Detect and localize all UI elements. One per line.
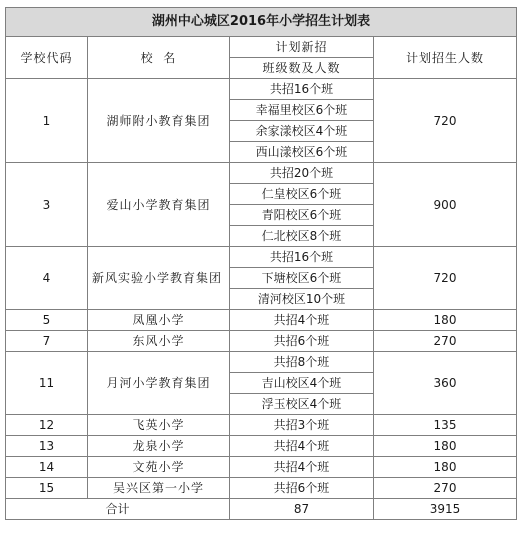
header-code: 学校代码: [6, 37, 88, 79]
total-label: 合计: [6, 499, 230, 520]
school-name: 新风实验小学教育集团: [88, 247, 230, 310]
header-plan-bottom: 班级数及人数: [230, 58, 374, 79]
table-row: [6, 310, 517, 331]
campus-classes: 余家漾校区4个班: [230, 121, 374, 142]
class-total: 共招16个班: [230, 79, 374, 100]
table-title: 湖州中心城区2016年小学招生计划表: [6, 8, 517, 37]
school-code: 3: [6, 163, 88, 247]
total-row: [6, 499, 517, 520]
school-code: 12: [6, 415, 88, 436]
table-row: [6, 331, 517, 352]
enroll-count: 720: [374, 79, 517, 163]
enroll-count: 360: [374, 352, 517, 415]
class-total: 共招4个班: [230, 310, 374, 331]
campus-classes: 浮玉校区4个班: [230, 394, 374, 415]
school-name: 爱山小学教育集团: [88, 163, 230, 247]
campus-classes: 仁皇校区6个班: [230, 184, 374, 205]
campus-classes: 青阳校区6个班: [230, 205, 374, 226]
school-code: 14: [6, 457, 88, 478]
total-count: 3915: [374, 499, 517, 520]
table-row: [6, 415, 517, 436]
class-total: 共招16个班: [230, 247, 374, 268]
total-classes: 87: [230, 499, 374, 520]
school-code: 15: [6, 478, 88, 499]
class-total: 共招6个班: [230, 331, 374, 352]
enroll-count: 135: [374, 415, 517, 436]
school-name: 文苑小学: [88, 457, 230, 478]
table-row: [6, 436, 517, 457]
class-total: 共招4个班: [230, 436, 374, 457]
title-row: [6, 8, 517, 37]
school-code: 1: [6, 79, 88, 163]
campus-classes: 下塘校区6个班: [230, 268, 374, 289]
enrollment-table-container: [5, 7, 516, 520]
school-name: 月河小学教育集团: [88, 352, 230, 415]
enroll-count: 180: [374, 457, 517, 478]
enroll-count: 720: [374, 247, 517, 310]
table-row: [6, 352, 517, 373]
header-plan-top: 计划新招: [230, 37, 374, 58]
school-code: 13: [6, 436, 88, 457]
class-total: 共招4个班: [230, 457, 374, 478]
school-code: 4: [6, 247, 88, 310]
header-row: [6, 37, 517, 58]
school-name: 凤凰小学: [88, 310, 230, 331]
enroll-count: 180: [374, 310, 517, 331]
campus-classes: 西山漾校区6个班: [230, 142, 374, 163]
table-row: [6, 163, 517, 184]
school-name: 吴兴区第一小学: [88, 478, 230, 499]
enrollment-table: [5, 7, 517, 520]
school-name: 飞英小学: [88, 415, 230, 436]
school-name: 东风小学: [88, 331, 230, 352]
header-enroll: 计划招生人数: [374, 37, 517, 79]
enroll-count: 180: [374, 436, 517, 457]
class-total: 共招8个班: [230, 352, 374, 373]
school-name: 龙泉小学: [88, 436, 230, 457]
school-name: 湖师附小教育集团: [88, 79, 230, 163]
class-total: 共招3个班: [230, 415, 374, 436]
enroll-count: 270: [374, 478, 517, 499]
campus-classes: 吉山校区4个班: [230, 373, 374, 394]
school-code: 11: [6, 352, 88, 415]
class-total: 共招6个班: [230, 478, 374, 499]
school-code: 5: [6, 310, 88, 331]
school-code: 7: [6, 331, 88, 352]
campus-classes: 幸福里校区6个班: [230, 100, 374, 121]
campus-classes: 清河校区10个班: [230, 289, 374, 310]
table-row: [6, 79, 517, 100]
header-name: 校 名: [88, 37, 230, 79]
table-row: [6, 478, 517, 499]
enroll-count: 270: [374, 331, 517, 352]
campus-classes: 仁北校区8个班: [230, 226, 374, 247]
enroll-count: 900: [374, 163, 517, 247]
class-total: 共招20个班: [230, 163, 374, 184]
table-row: [6, 247, 517, 268]
table-row: [6, 457, 517, 478]
